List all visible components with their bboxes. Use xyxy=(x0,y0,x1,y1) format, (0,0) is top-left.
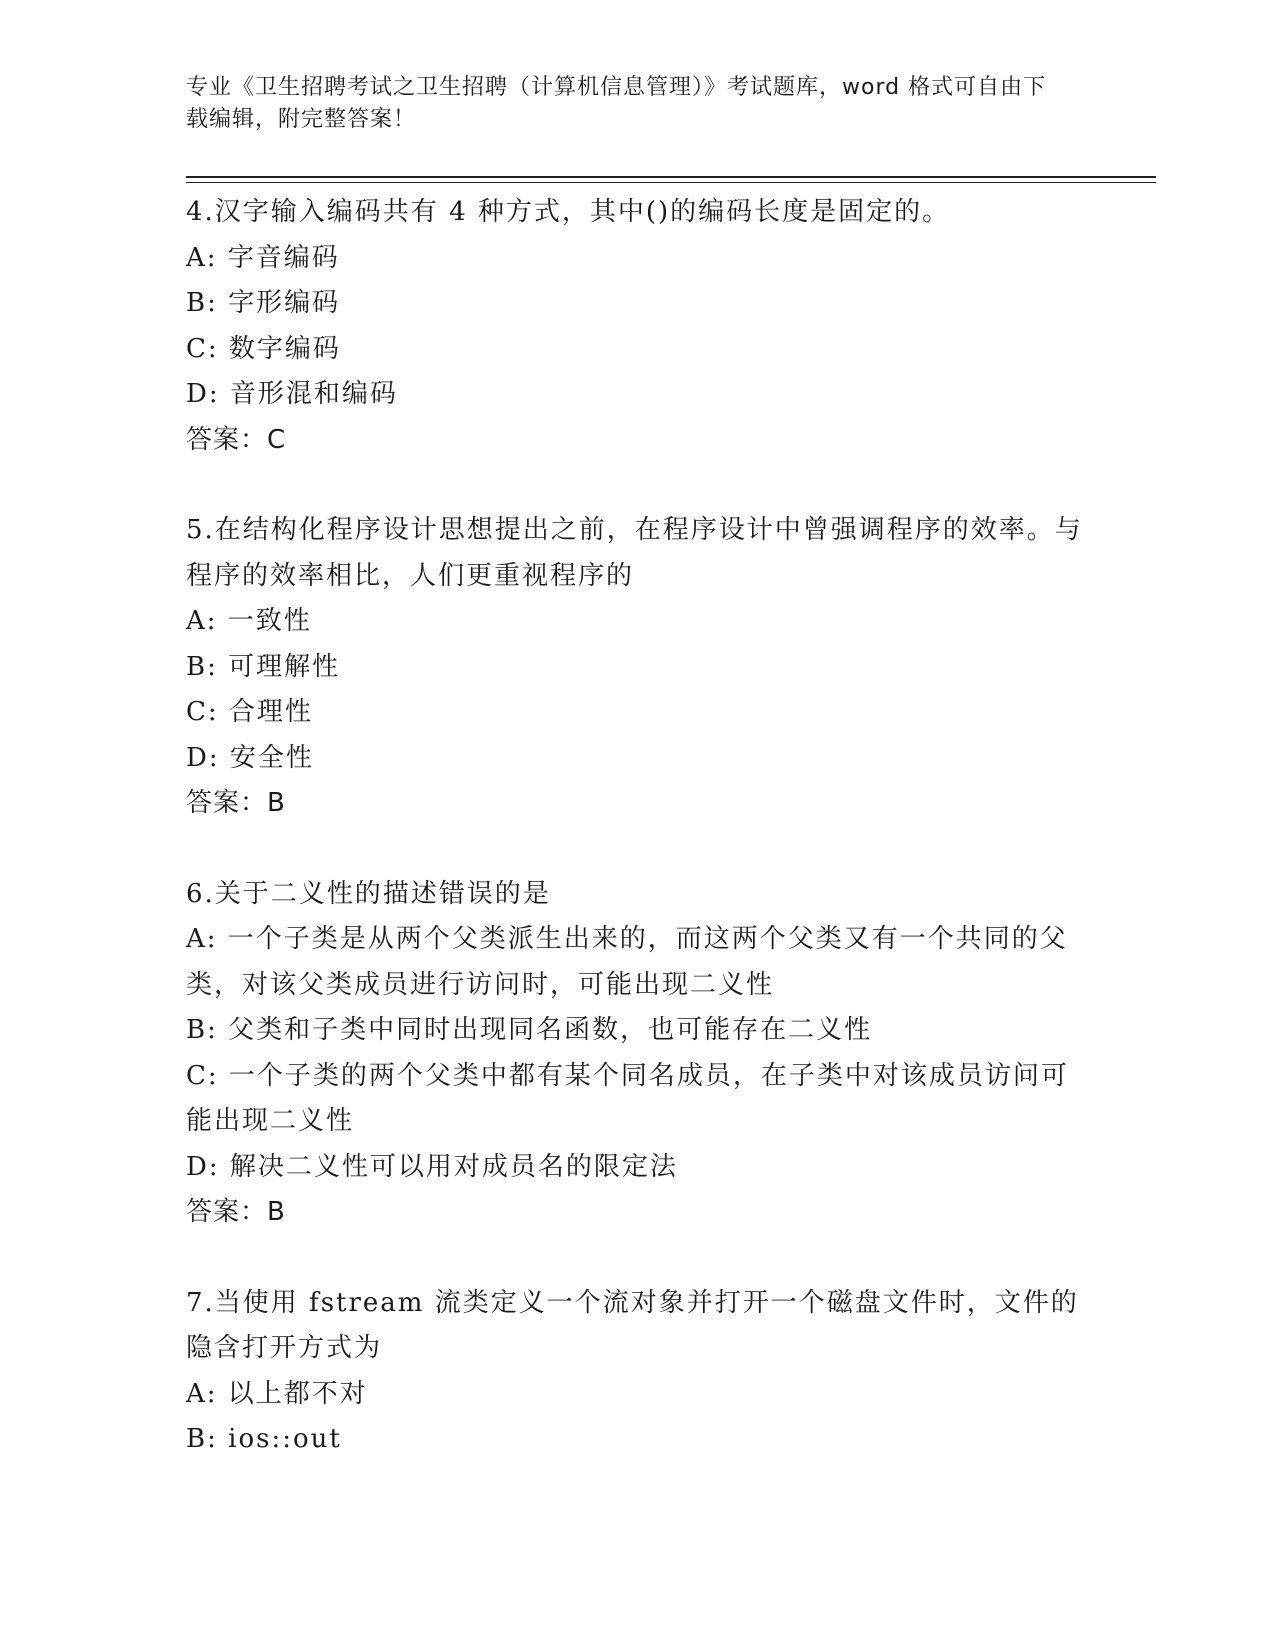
option-b: B: 可理解性 xyxy=(186,651,341,682)
option-a: A: 字音编码 xyxy=(186,242,340,273)
question-title: 6.关于二义性的描述错误的是 xyxy=(186,878,551,909)
option-b: B: 父类和子类中同时出现同名函数，也可能存在二义性 xyxy=(186,1015,873,1045)
option-b: B: ios::out xyxy=(186,1424,342,1454)
option-c: C: 合理性 xyxy=(186,697,313,727)
option-c: C: 一个子类的两个父类中都有某个同名成员，在子类中对该成员访问可能出现二义性 xyxy=(186,1060,1069,1136)
header-rule-thick xyxy=(186,176,1156,178)
option-a: A: 一个子类是从两个父类派生出来的，而这两个父类又有一个共同的父类，对该父类成员进行访问时，可能出现二义性 xyxy=(186,924,1068,1000)
question-6 xyxy=(186,872,1086,1236)
option-a: A: 以上都不对 xyxy=(186,1378,368,1409)
question-list xyxy=(186,190,1086,1508)
answer: 答案：B xyxy=(186,1197,286,1227)
document-intro: 专业《卫生招聘考试之卫生招聘（计算机信息管理）》考试题库，word 格式可自由下载编辑，附完整答案！ xyxy=(186,75,1047,132)
header-rule-thin xyxy=(186,182,1156,183)
option-c: C: 数字编码 xyxy=(186,333,341,364)
option-b: B: 字形编码 xyxy=(186,288,341,318)
question-7 xyxy=(186,1281,1086,1463)
option-a: A: 一致性 xyxy=(186,606,312,636)
option-d: D: 安全性 xyxy=(186,742,314,773)
question-4 xyxy=(186,190,1086,463)
option-d: D: 解决二义性可以用对成员名的限定法 xyxy=(186,1151,678,1182)
question-title: 7.当使用 fstream 流类定义一个流对象并打开一个磁盘文件时，文件的隐含打开方式为 xyxy=(186,1287,1079,1363)
question-title: 5.在结构化程序设计思想提出之前，在程序设计中曾强调程序的效率。与程序的效率相比，人们更重视程序的 xyxy=(186,515,1083,591)
answer: 答案：B xyxy=(186,788,286,818)
option-d: D: 音形混和编码 xyxy=(186,379,398,409)
question-title: 4.汉字输入编码共有 4 种方式，其中()的编码长度是固定的。 xyxy=(186,197,951,227)
question-5 xyxy=(186,508,1086,827)
answer: 答案：C xyxy=(186,424,287,455)
